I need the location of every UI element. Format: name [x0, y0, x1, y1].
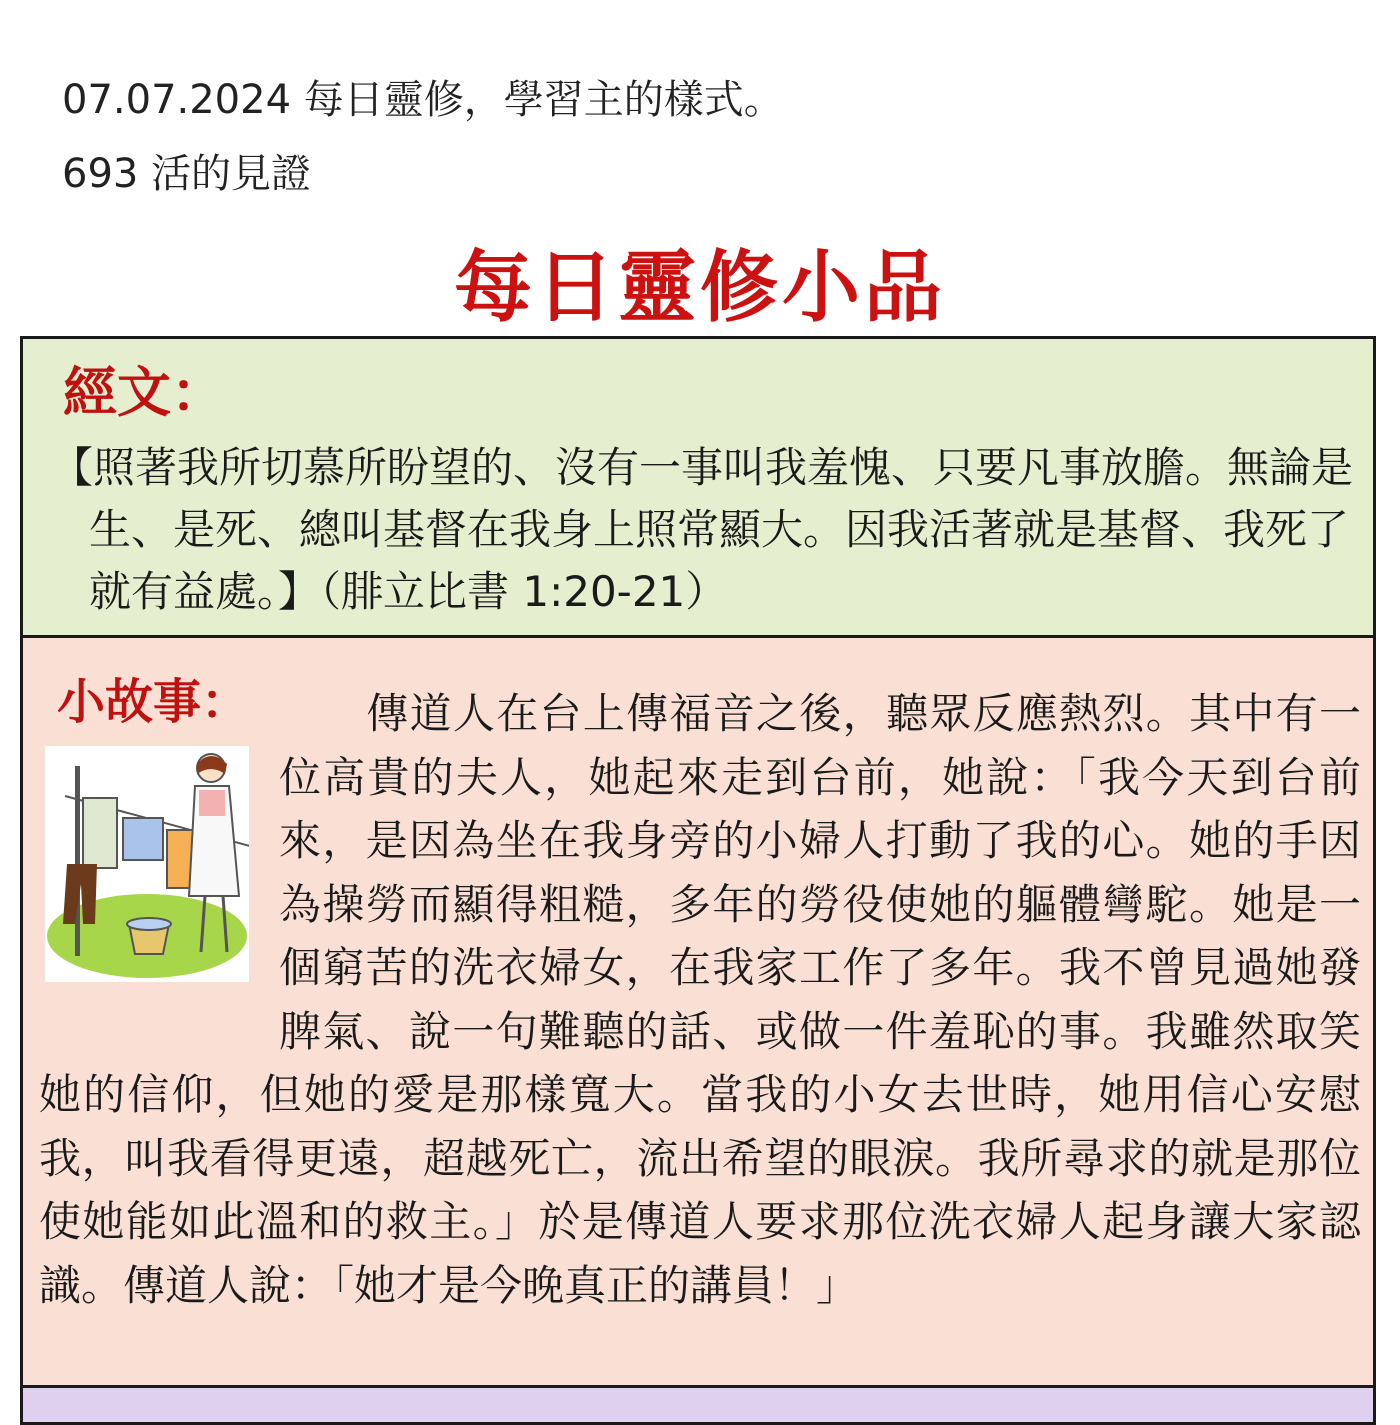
scripture-label: 經文：: [63, 361, 225, 424]
scripture-section: [20, 336, 1376, 638]
story-text: 傳道人在台上傳福音之後，聽眾反應熱烈。其中有一位高貴的夫人，她起來走到台前，她說：「我今天到台前來，是因為坐在我身旁的小婦人打動了我的心。她的手因為操勞而顯得粗糙，多年的勞役使她的軀體彎駝。她是一個窮苦的洗衣婦女，在我家工作了多年。我不曾見過她發脾氣、說一句難聽的話、或做一件羞恥的事。我雖然取笑她的信仰，但她的愛是那樣寬大。當我的小女去世時，她用信心安慰我，叫我看得更遠，超越死亡，流出希望的眼淚。我所尋求的就是那位使她能如此溫和的救主。」於是傳道人要求那位洗衣婦人起身讓大家認識。傳道人說：「她才是今晚真正的講員！」: [39, 689, 1361, 1310]
date-line: 07.07.2024 每日靈修，學習主的樣式。: [62, 77, 784, 123]
story-label: 小故事：: [57, 674, 250, 730]
page-title: 每日靈修小品: [453, 243, 946, 333]
story-paragraph: [39, 682, 1361, 1317]
scripture-text: 【照著我所切慕所盼望的、沒有一事叫我羞愧、只要凡事放膽。無論是生、是死、總叫基督在我身上照常顯大。因我活著就是基督、我死了就有益處。】（腓立比書 1:20-21）: [51, 443, 1354, 616]
hymn-line: 693 活的見證: [62, 151, 312, 197]
story-section: [20, 635, 1376, 1388]
illustration-spacer: [39, 682, 279, 1000]
next-section: [20, 1385, 1376, 1425]
